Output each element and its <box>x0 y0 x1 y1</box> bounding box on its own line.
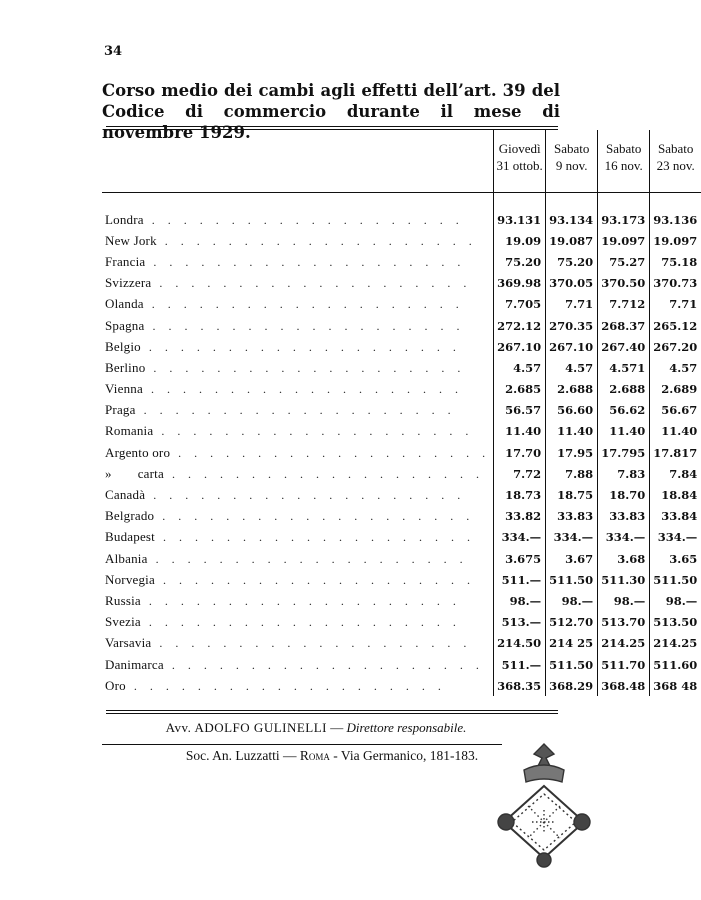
currency-label-cell <box>102 675 494 696</box>
rate-value: 19.09 <box>494 230 546 251</box>
dot-leader: . . . . . . . . . . . . . . . . . . . . <box>151 636 472 651</box>
rate-value: 214.50 <box>494 633 546 654</box>
rate-value: 11.40 <box>494 421 546 442</box>
table-row <box>102 315 701 336</box>
rate-value: 98.— <box>494 590 546 611</box>
table-row <box>102 273 701 294</box>
dot-leader: . . . . . . . . . . . . . . . . . . . . <box>145 488 466 503</box>
currency-label-cell <box>102 230 494 251</box>
dot-leader: . . . . . . . . . . . . . . . . . . . . <box>151 276 472 291</box>
rate-value: 511.— <box>494 569 546 590</box>
rate-value: 17.70 <box>494 442 546 463</box>
currency-label-cell <box>102 612 494 633</box>
top-rule <box>106 126 558 127</box>
rate-value: 19.097 <box>598 230 650 251</box>
page-title: Corso medio dei cambi agli effetti dell’art. 39 del Codice di commercio durante il mese di novembre 1929. <box>102 81 560 142</box>
rate-value: 56.62 <box>598 400 650 421</box>
rate-value: 370.73 <box>650 273 701 294</box>
rate-value: 93.131 <box>494 209 546 230</box>
rate-value: 7.705 <box>494 294 546 315</box>
spacer-cell <box>650 193 701 210</box>
rate-value: 19.097 <box>650 230 701 251</box>
dot-leader: . . . . . . . . . . . . . . . . . . . . <box>170 445 491 460</box>
rate-value: 56.60 <box>546 400 598 421</box>
currency-label: Praga <box>105 402 136 418</box>
table-row <box>102 527 701 548</box>
currency-label: Svizzera <box>105 275 152 291</box>
bottom-rule-double <box>106 713 558 714</box>
rate-value: 3.65 <box>650 548 701 569</box>
rate-value: 56.57 <box>494 400 546 421</box>
currency-label: Olanda <box>105 296 144 312</box>
dot-leader: . . . . . . . . . . . . . . . . . . . . <box>140 593 461 608</box>
dot-leader: . . . . . . . . . . . . . . . . . . . . <box>154 509 475 524</box>
column-header-day: Sabato <box>553 141 590 156</box>
dot-leader: . . . . . . . . . . . . . . . . . . . . <box>125 678 446 693</box>
rate-value: 56.67 <box>650 400 701 421</box>
currency-label: Varsavia <box>105 635 152 651</box>
rate-value: 2.688 <box>598 379 650 400</box>
currency-label: Budapest <box>105 529 155 545</box>
currency-label: Romania <box>105 423 154 439</box>
column-header <box>546 130 598 193</box>
rate-value: 268.37 <box>598 315 650 336</box>
rate-value: 18.84 <box>650 484 701 505</box>
table-row <box>102 400 701 421</box>
table-row <box>102 421 701 442</box>
column-header <box>650 130 701 193</box>
currency-label-cell <box>102 654 494 675</box>
rate-value: 513.50 <box>650 612 701 633</box>
spacer-cell <box>102 193 494 210</box>
exchange-rates-table <box>102 130 701 696</box>
printer-name: Soc. An. Luzzatti <box>185 748 280 763</box>
dot-leader: . . . . . . . . . . . . . . . . . . . . <box>140 615 461 630</box>
rate-value: 75.20 <box>494 251 546 272</box>
table-row <box>102 654 701 675</box>
currency-label: Belgio <box>105 338 141 354</box>
currency-label-cell <box>102 590 494 611</box>
rate-value: 272.12 <box>494 315 546 336</box>
currency-label: Vienna <box>105 381 143 397</box>
rate-value: 214.25 <box>598 633 650 654</box>
currency-label: Svezia <box>105 614 141 630</box>
currency-label-cell <box>102 336 494 357</box>
spacer-cell <box>546 193 598 210</box>
rate-value: 17.795 <box>598 442 650 463</box>
rate-value: 334.— <box>494 527 546 548</box>
director-dash: — <box>330 720 344 735</box>
column-header-date: 9 nov. <box>555 158 588 173</box>
rate-value: 3.675 <box>494 548 546 569</box>
exchange-rates-table-wrap <box>102 130 698 696</box>
table-row <box>102 633 701 654</box>
table-row <box>102 294 701 315</box>
currency-label: Albania <box>105 550 148 566</box>
rate-value: 368.48 <box>598 675 650 696</box>
rate-value: 2.685 <box>494 379 546 400</box>
table-row <box>102 379 701 400</box>
rate-value: 513.— <box>494 612 546 633</box>
table-row <box>102 484 701 505</box>
rate-value: 334.— <box>650 527 701 548</box>
rate-value: 4.57 <box>494 357 546 378</box>
rate-value: 18.75 <box>546 484 598 505</box>
table-row <box>102 209 701 230</box>
dot-leader: . . . . . . . . . . . . . . . . . . . . <box>154 572 475 587</box>
rate-value: 368.29 <box>546 675 598 696</box>
table-header-row <box>102 130 701 193</box>
currency-label-cell <box>102 357 494 378</box>
currency-label: Canadà <box>105 487 146 503</box>
rate-value: 3.68 <box>598 548 650 569</box>
dot-leader: . . . . . . . . . . . . . . . . . . . . <box>144 318 465 333</box>
rate-value: 512.70 <box>546 612 598 633</box>
currency-label-cell <box>102 569 494 590</box>
currency-label: Russia <box>105 592 141 608</box>
currency-label: Berlino <box>105 359 146 375</box>
rate-value: 7.71 <box>546 294 598 315</box>
currency-label: Danimarca <box>105 656 164 672</box>
currency-label: Belgrado <box>105 508 155 524</box>
rate-value: 7.88 <box>546 463 598 484</box>
table-row <box>102 442 701 463</box>
table-row <box>102 590 701 611</box>
table-row <box>102 336 701 357</box>
currency-label-cell <box>102 273 494 294</box>
column-header-day: Giovedì <box>498 141 541 156</box>
currency-label-cell <box>102 251 494 272</box>
currency-label-cell <box>102 442 494 463</box>
rate-value: 267.10 <box>546 336 598 357</box>
currency-label: » <box>105 465 112 481</box>
dot-leader: . . . . . . . . . . . . . . . . . . . . <box>140 339 461 354</box>
rate-value: 33.84 <box>650 506 701 527</box>
header-blank-cell <box>102 130 494 193</box>
table-row <box>102 230 701 251</box>
currency-label-cell <box>102 315 494 336</box>
dot-leader: . . . . . . . . . . . . . . . . . . . . <box>147 551 468 566</box>
table-body <box>102 193 701 697</box>
currency-label-cell <box>102 463 494 484</box>
director-role: Direttore responsabile. <box>346 720 467 735</box>
rate-value: 511.70 <box>598 654 650 675</box>
currency-label-cell <box>102 421 494 442</box>
dot-leader: . . . . . . . . . . . . . . . . . . . . <box>156 233 477 248</box>
rate-value: 11.40 <box>546 421 598 442</box>
printer-sep-2: - <box>333 748 338 763</box>
spacer-cell <box>494 193 546 210</box>
dot-leader: . . . . . . . . . . . . . . . . . . . . <box>143 297 464 312</box>
rate-value: 19.087 <box>546 230 598 251</box>
spacer-cell <box>598 193 650 210</box>
currency-label-cell <box>102 527 494 548</box>
rate-value: 75.27 <box>598 251 650 272</box>
rate-value: 370.05 <box>546 273 598 294</box>
rate-value: 270.35 <box>546 315 598 336</box>
rate-value: 368 48 <box>650 675 701 696</box>
dot-leader: . . . . . . . . . . . . . . . . . . . . <box>143 212 464 227</box>
table-row <box>102 357 701 378</box>
currency-label: Londra <box>105 211 144 227</box>
library-stamp-icon <box>484 736 604 876</box>
rate-value: 267.10 <box>494 336 546 357</box>
rate-value: 18.73 <box>494 484 546 505</box>
rate-value: 33.83 <box>546 506 598 527</box>
table-row <box>102 569 701 590</box>
rate-value: 2.688 <box>546 379 598 400</box>
table-row <box>102 612 701 633</box>
printer-address: Via Germanico, 181-183. <box>340 748 479 763</box>
spacer-row <box>102 193 701 210</box>
rate-value: 7.71 <box>650 294 701 315</box>
rate-value: 33.83 <box>598 506 650 527</box>
currency-label-cell <box>102 484 494 505</box>
rate-value: 368.35 <box>494 675 546 696</box>
rate-value: 11.40 <box>650 421 701 442</box>
rate-value: 75.20 <box>546 251 598 272</box>
dot-leader: . . . . . . . . . . . . . . . . . . . . <box>145 254 466 269</box>
printer-city: Roma <box>299 748 330 763</box>
column-header-day: Sabato <box>658 141 694 156</box>
page-number: 34 <box>104 44 123 59</box>
currency-label: New Jork <box>105 232 157 248</box>
rate-value: 267.40 <box>598 336 650 357</box>
currency-label-cell <box>102 209 494 230</box>
currency-label: Norvegia <box>105 571 155 587</box>
rate-value: 265.12 <box>650 315 701 336</box>
rate-value: 93.173 <box>598 209 650 230</box>
bottom-rule <box>106 710 558 711</box>
rate-value: 334.— <box>598 527 650 548</box>
currency-label-cell <box>102 633 494 654</box>
currency-label: Francia <box>105 253 146 269</box>
rate-value: 33.82 <box>494 506 546 527</box>
table-row <box>102 463 701 484</box>
rate-value: 369.98 <box>494 273 546 294</box>
dot-leader: . . . . . . . . . . . . . . . . . . . . <box>135 403 456 418</box>
rate-value: 98.— <box>650 590 701 611</box>
rate-value: 17.817 <box>650 442 701 463</box>
rate-value: 511.— <box>494 654 546 675</box>
footer-rule <box>102 744 502 745</box>
currency-sublabel: carta <box>137 465 164 481</box>
rate-value: 7.83 <box>598 463 650 484</box>
table-row <box>102 506 701 527</box>
table-row <box>102 251 701 272</box>
rate-value: 4.571 <box>598 357 650 378</box>
rate-value: 7.712 <box>598 294 650 315</box>
dot-leader: . . . . . . . . . . . . . . . . . . . . <box>153 424 474 439</box>
currency-label-cell <box>102 379 494 400</box>
rate-value: 511.60 <box>650 654 701 675</box>
dot-leader: . . . . . . . . . . . . . . . . . . . . <box>142 382 463 397</box>
table-row <box>102 675 701 696</box>
column-header <box>598 130 650 193</box>
column-header-day: Sabato <box>606 141 642 156</box>
rate-value: 4.57 <box>546 357 598 378</box>
director-name: Avv. ADOLFO GULINELLI <box>165 720 328 735</box>
printer-sep-1: — <box>283 748 297 763</box>
dot-leader: . . . . . . . . . . . . . . . . . . . . <box>163 466 484 481</box>
rate-value: 511.50 <box>650 569 701 590</box>
table-row <box>102 548 701 569</box>
rate-value: 511.30 <box>598 569 650 590</box>
currency-label-cell <box>102 548 494 569</box>
rate-value: 98.— <box>598 590 650 611</box>
rate-value: 2.689 <box>650 379 701 400</box>
rate-value: 267.20 <box>650 336 701 357</box>
rate-value: 17.95 <box>546 442 598 463</box>
rate-value: 75.18 <box>650 251 701 272</box>
rate-value: 511.50 <box>546 569 598 590</box>
dot-leader: . . . . . . . . . . . . . . . . . . . . <box>145 360 466 375</box>
rate-value: 3.67 <box>546 548 598 569</box>
currency-label-cell <box>102 400 494 421</box>
rate-value: 214 25 <box>546 633 598 654</box>
rate-value: 214.25 <box>650 633 701 654</box>
currency-label-cell <box>102 506 494 527</box>
rate-value: 18.70 <box>598 484 650 505</box>
currency-label: Spagna <box>105 317 145 333</box>
director-line <box>0 720 632 736</box>
rate-value: 11.40 <box>598 421 650 442</box>
rate-value: 334.— <box>546 527 598 548</box>
rate-value: 511.50 <box>546 654 598 675</box>
rate-value: 98.— <box>546 590 598 611</box>
rate-value: 93.136 <box>650 209 701 230</box>
currency-label: Argento oro <box>105 444 171 460</box>
rate-value: 7.72 <box>494 463 546 484</box>
rate-value: 513.70 <box>598 612 650 633</box>
rate-value: 7.84 <box>650 463 701 484</box>
rate-value: 370.50 <box>598 273 650 294</box>
rate-value: 4.57 <box>650 357 701 378</box>
column-header-date: 23 nov. <box>656 158 695 173</box>
currency-label-cell <box>102 294 494 315</box>
column-header-date: 16 nov. <box>604 158 643 173</box>
dot-leader: . . . . . . . . . . . . . . . . . . . . <box>154 530 475 545</box>
column-header-date: 31 ottob. <box>496 158 543 173</box>
currency-label: Oro <box>105 677 126 693</box>
column-header <box>494 130 546 193</box>
dot-leader: . . . . . . . . . . . . . . . . . . . . <box>163 657 484 672</box>
rate-value: 93.134 <box>546 209 598 230</box>
